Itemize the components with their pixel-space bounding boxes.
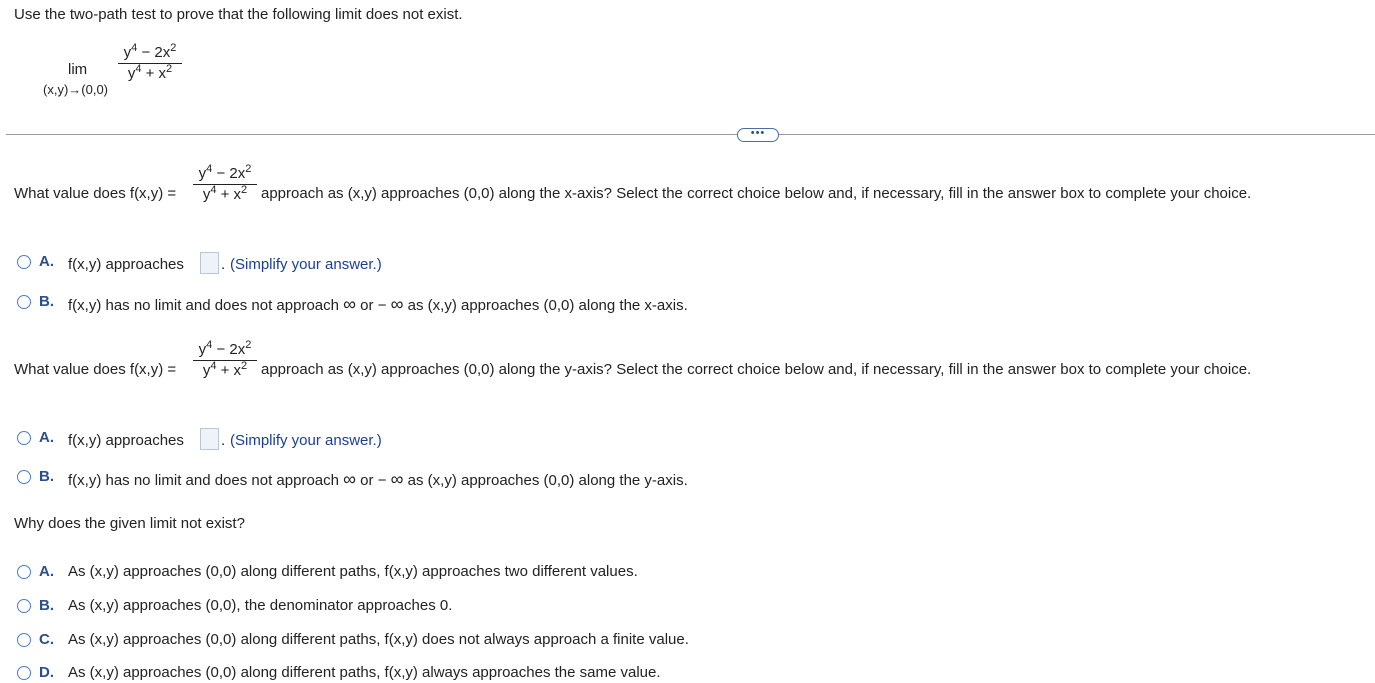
instruction-text: Use the two-path test to prove that the following limit does not exist. [14,6,463,23]
q2-prefix: What value does f(x,y) = [14,361,177,378]
more-options-button[interactable]: ••• [737,128,779,142]
q1-suffix: approach as (x,y) approaches (0,0) along the x-axis? Select the correct choice below and, if necessary, fill in the answer box to complete your choice. [261,185,1252,202]
q3-option-d-text: As (x,y) approaches (0,0) along different paths, f(x,y) always approaches the same value. [68,664,661,681]
q1-fraction-bar [193,184,257,185]
q2-option-a-radio[interactable] [17,431,31,445]
q2-option-a-text: f(x,y) approaches [68,432,184,449]
section-divider [6,134,1375,135]
q3-option-a-letter: A. [39,563,54,580]
limit-fraction [118,44,182,83]
q2-option-a-letter: A. [39,429,54,446]
q1-option-a-letter: A. [39,253,54,270]
q2-option-a-hint: (Simplify your answer.) [230,432,382,449]
q2-option-a-period: . [221,432,226,449]
q3-option-a-radio[interactable] [17,565,31,579]
q3-option-b-radio[interactable] [17,599,31,613]
q2-suffix: approach as (x,y) approaches (0,0) along the y-axis? Select the correct choice below and, if necessary, fill in the answer box to complete your choice. [261,361,1252,378]
q1-option-a-period: . [221,256,226,273]
q1-fraction [193,165,257,204]
q2-fraction-bar [193,360,257,361]
q2-option-b-text: f(x,y) has no limit and does not approach ∞ or − ∞ as (x,y) approaches (0,0) along the y-axis. [68,469,688,489]
limit-numerator: $y^4 - 2x^2$ [123,42,177,61]
q1-numerator: $y^4 - 2x^2$ [198,163,252,182]
q2-answer-box[interactable] [200,428,219,450]
q3-option-a-text: As (x,y) approaches (0,0) along different paths, f(x,y) approaches two different values. [68,563,638,580]
q1-option-a-radio[interactable] [17,255,31,269]
q1-option-a-hint: (Simplify your answer.) [230,256,382,273]
q3-prompt: Why does the given limit not exist? [14,515,245,532]
limit-subscript: (x,y)→(0,0) [43,82,108,97]
q3-option-c-letter: C. [39,631,54,648]
limit-denominator: $y^4 + x^2$ [127,63,173,82]
q1-option-b-letter: B. [39,293,54,310]
q1-option-b-text: f(x,y) has no limit and does not approach ∞ or − ∞ as (x,y) approaches (0,0) along the x-axis. [68,294,688,314]
q2-option-b-radio[interactable] [17,470,31,484]
q1-option-a-text: f(x,y) approaches [68,256,184,273]
q1-answer-box[interactable] [200,252,219,274]
q2-numerator: $y^4 - 2x^2$ [198,339,252,358]
q3-option-d-radio[interactable] [17,666,31,680]
q2-denominator: $y^4 + x^2$ [202,360,248,379]
q3-option-c-radio[interactable] [17,633,31,647]
q1-prefix: What value does f(x,y) = [14,185,177,202]
limit-fraction-bar [118,63,182,64]
q2-option-b-letter: B. [39,468,54,485]
q3-option-b-letter: B. [39,597,54,614]
q3-option-c-text: As (x,y) approaches (0,0) along different paths, f(x,y) does not always approach a finite value. [68,631,689,648]
limit-lim-label: lim [68,61,88,78]
q3-option-d-letter: D. [39,664,54,681]
q1-option-b-radio[interactable] [17,295,31,309]
q1-denominator: $y^4 + x^2$ [202,184,248,203]
q3-option-b-text: As (x,y) approaches (0,0), the denominator approaches 0. [68,597,453,614]
q2-fraction [193,341,257,380]
